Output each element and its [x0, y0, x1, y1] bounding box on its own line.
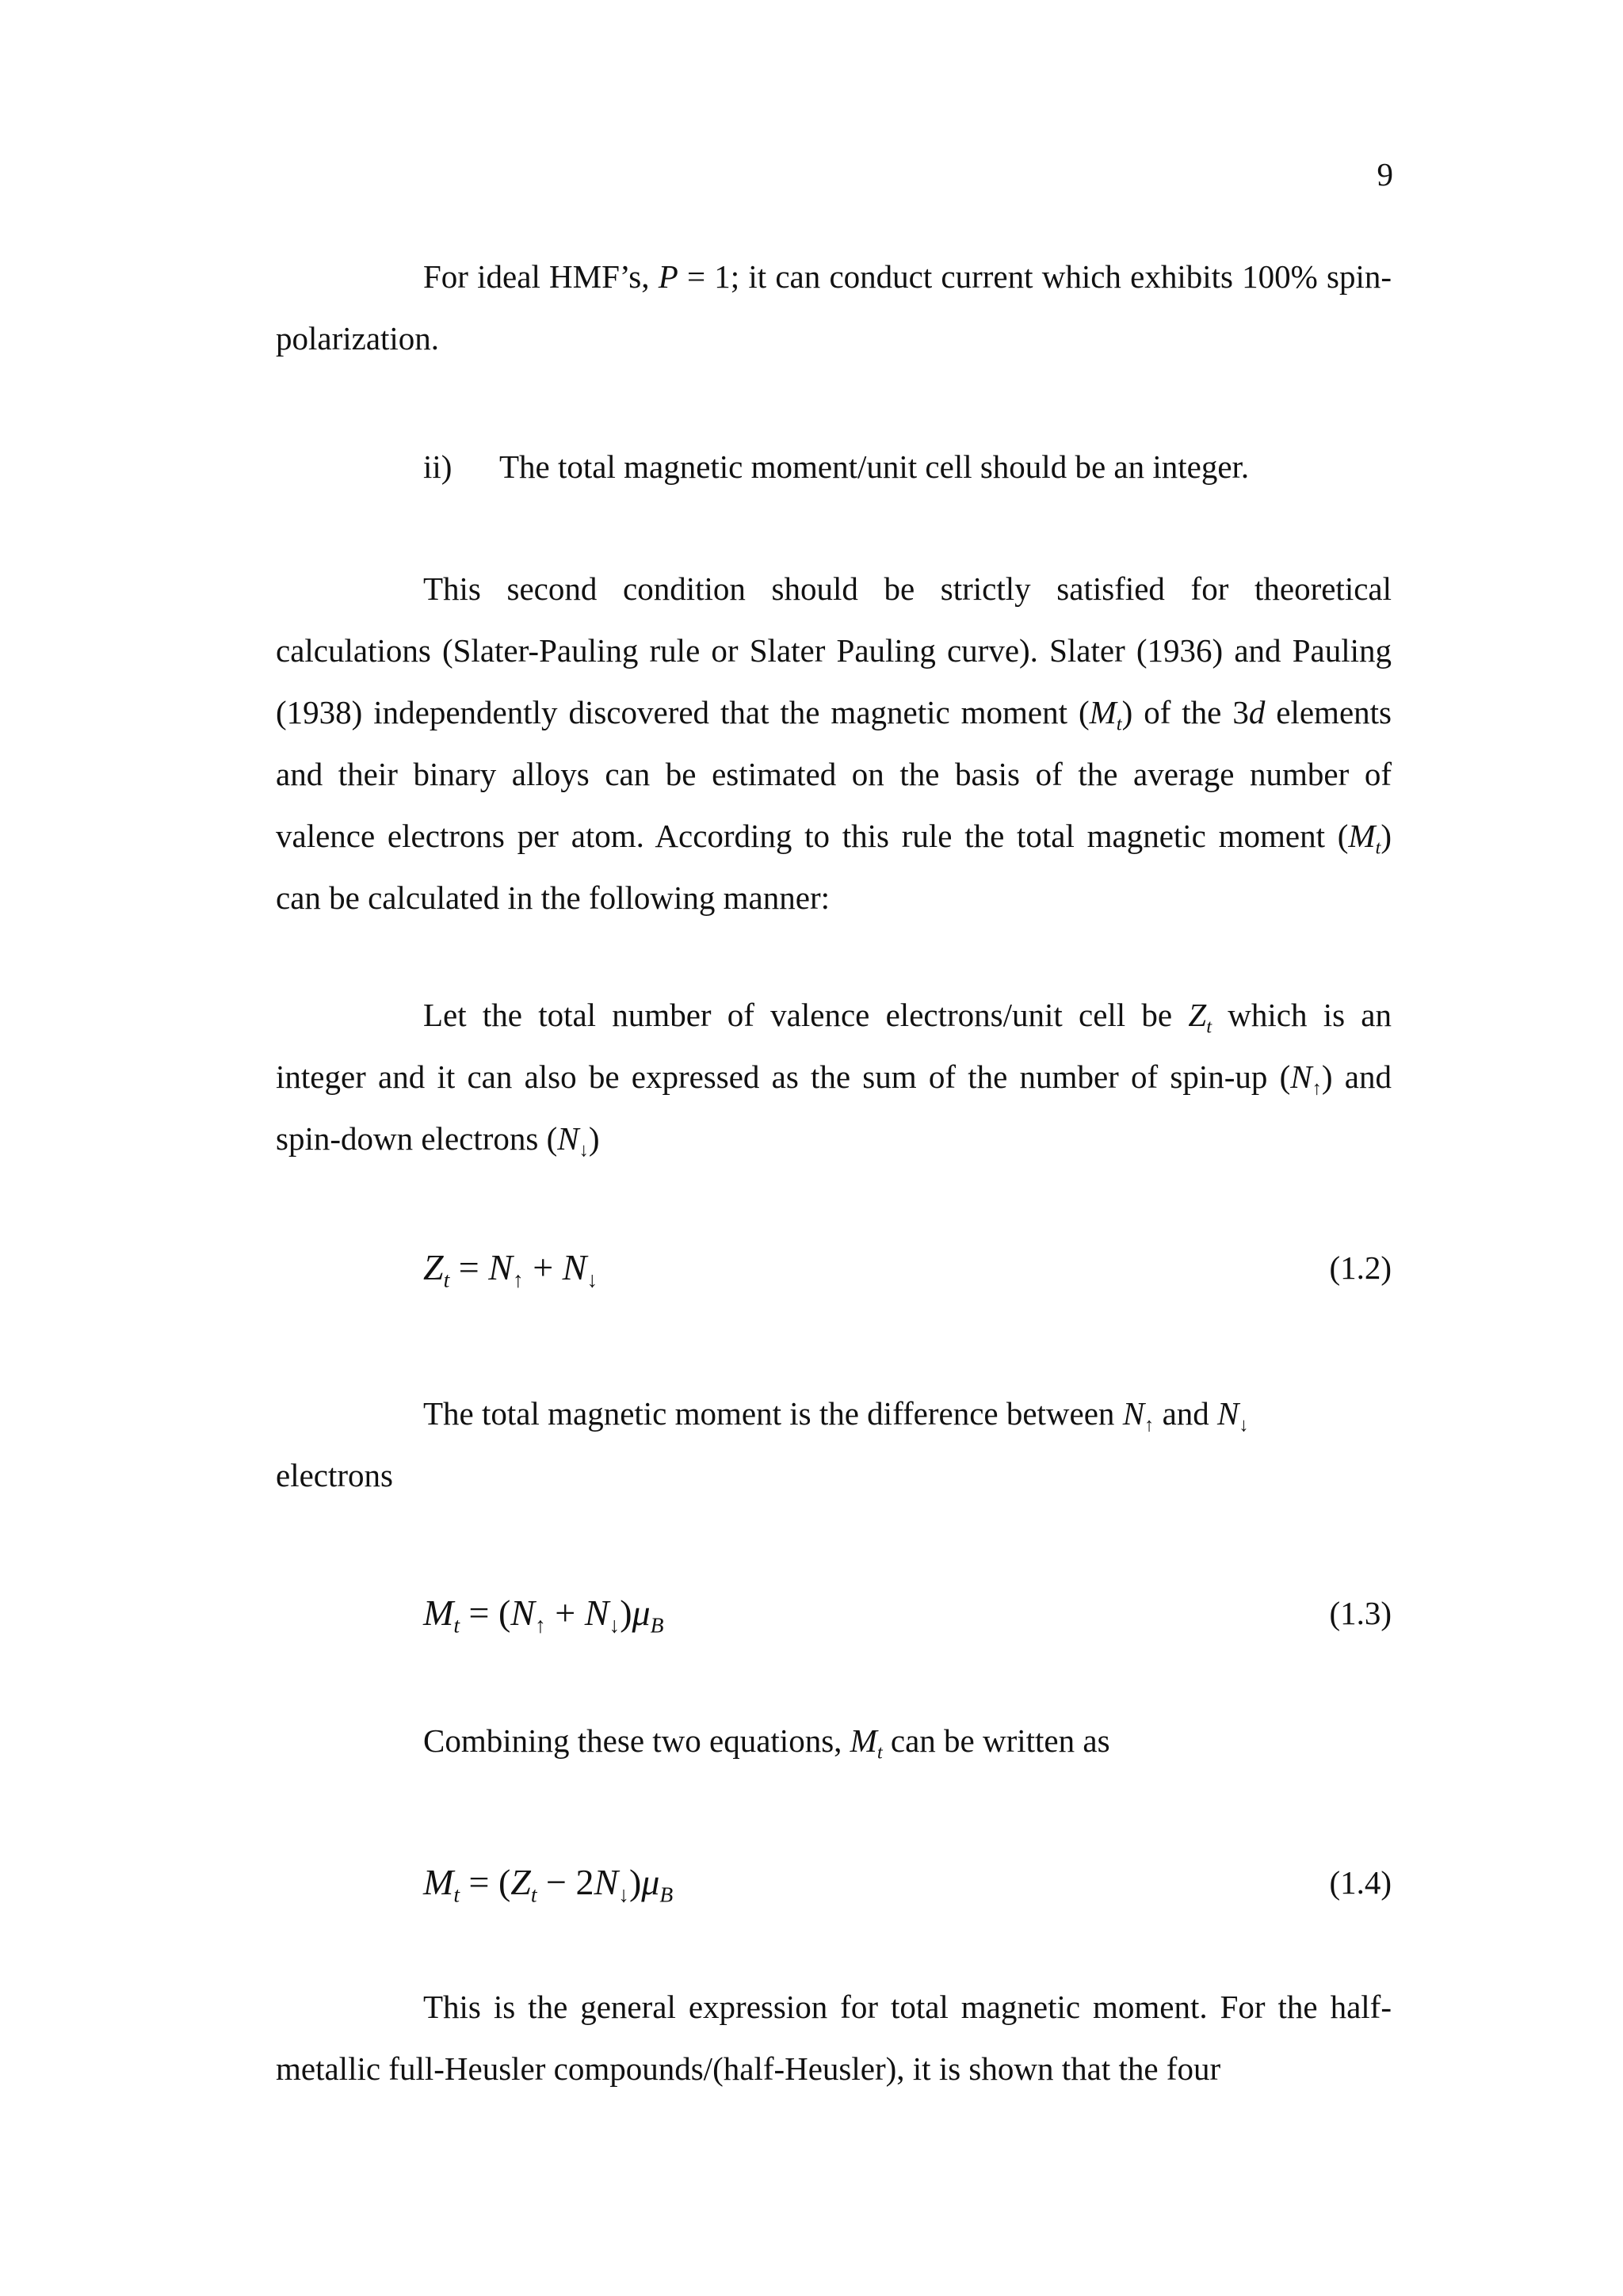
- page-number: 9: [1377, 156, 1393, 193]
- equation-1-4: $M_t = (Z_t - 2N_↓)\mu_B$ (1.4): [423, 1851, 1392, 1914]
- equation-number: (1.2): [1329, 1249, 1392, 1286]
- equation-number: (1.3): [1329, 1595, 1392, 1631]
- paragraph-slater-pauling: This second condition should be strictly satisfied for theoretical calculations (Slater-Pauling rule or Slater Pauling curve). Slater (1936) and Pauling (1938) independently discovered that the magnetic moment $(M_t)$ of the 3d elements and their binary alloys can be estimated on the basis of the average number of valence electrons per atom. According to this rule the total magnetic moment $(M_t)$ can be calculated in the following manner:: [276, 570, 1392, 916]
- paragraph-difference: The total magnetic moment is the difference between $N_↑$ and $N_↓$: [423, 1395, 1249, 1436]
- paragraph-valence-electrons: Let the total number of valence electrons/unit cell be $Z_t$ which is an integer and it can also be expressed as the sum of the number of spin-up $(N_↑)$ and spin-down electrons $(N_↓)$: [276, 997, 1392, 1161]
- variable-p: P: [658, 258, 678, 295]
- paragraph-difference-end: electrons: [276, 1457, 393, 1493]
- paragraph-combining: Combining these two equations, $M_t$ can be written as: [423, 1722, 1110, 1764]
- paragraph-hmf: For ideal HMF’s, P = 1; it can conduct current which exhibits 100% spin-polarization.: [276, 258, 1392, 357]
- list-marker: ii): [423, 448, 453, 485]
- equation-1-3: $M_t = (N_↑ + N_↓)\mu_B$ (1.3): [423, 1581, 1392, 1645]
- equation-number: (1.4): [1329, 1864, 1392, 1901]
- paragraph-general-expression: This is the general expression for total magnetic moment. For the half-metallic full-Heusler compounds/(half-Heusler), it is shown that the four: [276, 1989, 1392, 2087]
- list-item-ii: [423, 436, 1249, 498]
- list-item-text: The total magnetic moment/unit cell should be an integer.: [499, 448, 1250, 485]
- equation-1-2: $Z_t = N_↑ + N_↓$ (1.2): [423, 1236, 1392, 1299]
